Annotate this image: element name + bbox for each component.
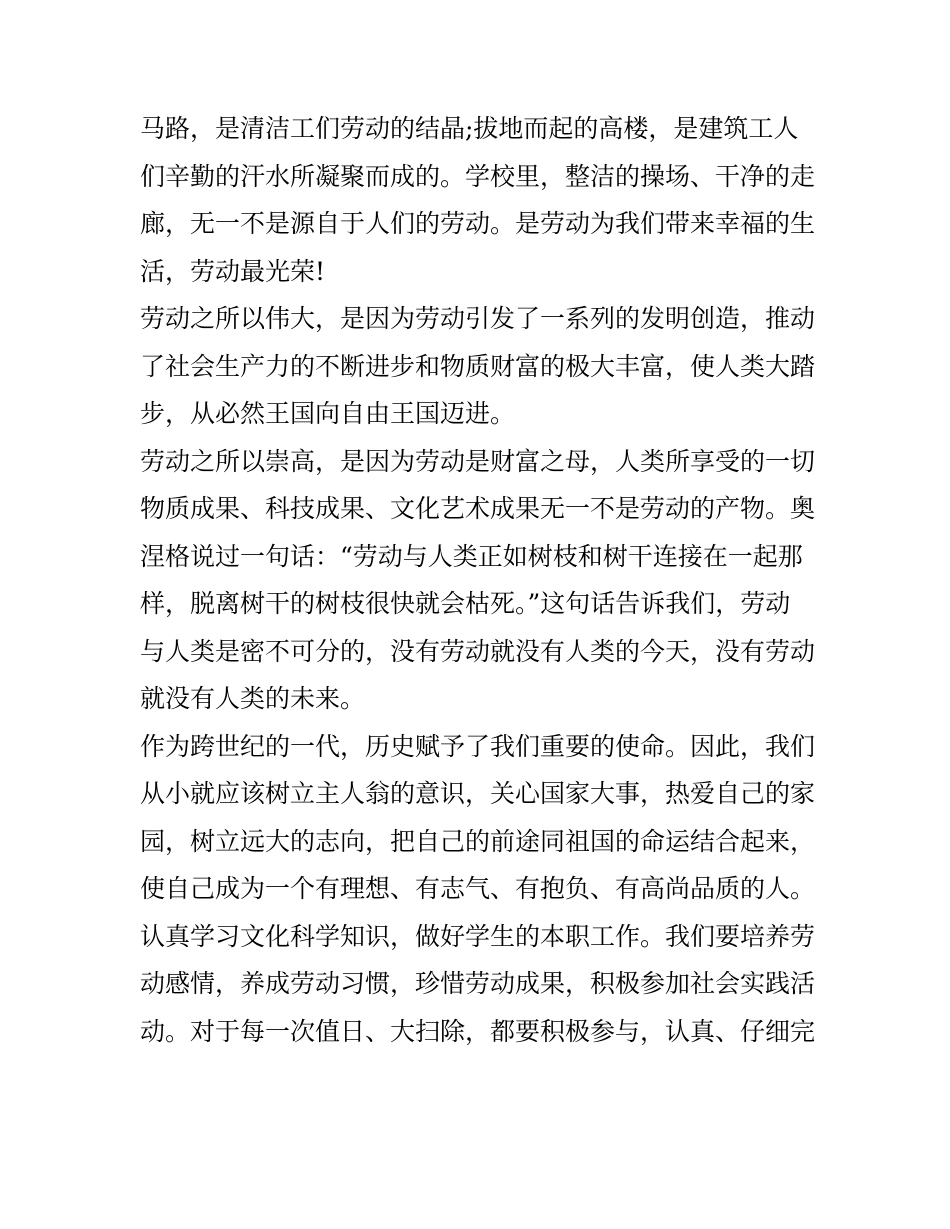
text-line: 廊，无一不是源自于人们的劳动。是劳动为我们带来幸福的生 xyxy=(140,209,816,238)
text-line: 动。对于每一次值日、大扫除，都要积极参与，认真、仔细完 xyxy=(140,1016,816,1046)
text-line: 步，从必然王国向自由王国迈进。 xyxy=(140,399,516,428)
text-line: 活，劳动最光荣! xyxy=(140,256,326,286)
document-page xyxy=(140,105,820,1055)
text-line: 物质成果、科技成果、文化艺术成果无一不是劳动的产物。奥 xyxy=(140,494,816,523)
text-line: 使自己成为一个有理想、有志气、有抱负、有高尚品质的人。 xyxy=(140,874,816,903)
text-line: 马路，是清洁工们劳动的结晶;拔地而起的高楼，是建筑工人 xyxy=(140,114,799,143)
text-line: 作为跨世纪的一代，历史赋予了我们重要的使命。因此，我们 xyxy=(140,731,816,761)
text-line: 园，树立远大的志向，把自己的前途同祖国的命运结合起来， xyxy=(140,826,816,856)
text-line: 从小就应该树立主人翁的意识，关心国家大事，热爱自己的家 xyxy=(140,779,816,808)
text-line: 了社会生产力的不断进步和物质财富的极大丰富，使人类大踏 xyxy=(140,351,816,381)
text-line: 们辛勤的汗水所凝聚而成的。学校里，整洁的操场、干净的走 xyxy=(140,161,816,191)
text-line: 涅格说过一句话：“劳动与人类正如树枝和树干连接在一起那 xyxy=(140,541,803,571)
text-line: 与人类是密不可分的，没有劳动就没有人类的今天，没有劳动 xyxy=(140,636,816,666)
text-line: 就没有人类的未来。 xyxy=(140,684,366,713)
text-line: 劳动之所以伟大，是因为劳动引发了一系列的发明创造，推动 xyxy=(140,304,816,333)
text-line: 样，脱离树干的树枝很快就会枯死。”这句话告诉我们，劳动 xyxy=(140,589,791,618)
text-line: 劳动之所以崇高，是因为劳动是财富之母，人类所享受的一切 xyxy=(140,446,816,476)
text-line: 动感情，养成劳动习惯，珍惜劳动成果，积极参加社会实践活 xyxy=(140,969,816,998)
text-line: 认真学习文化科学知识，做好学生的本职工作。我们要培养劳 xyxy=(140,921,816,951)
